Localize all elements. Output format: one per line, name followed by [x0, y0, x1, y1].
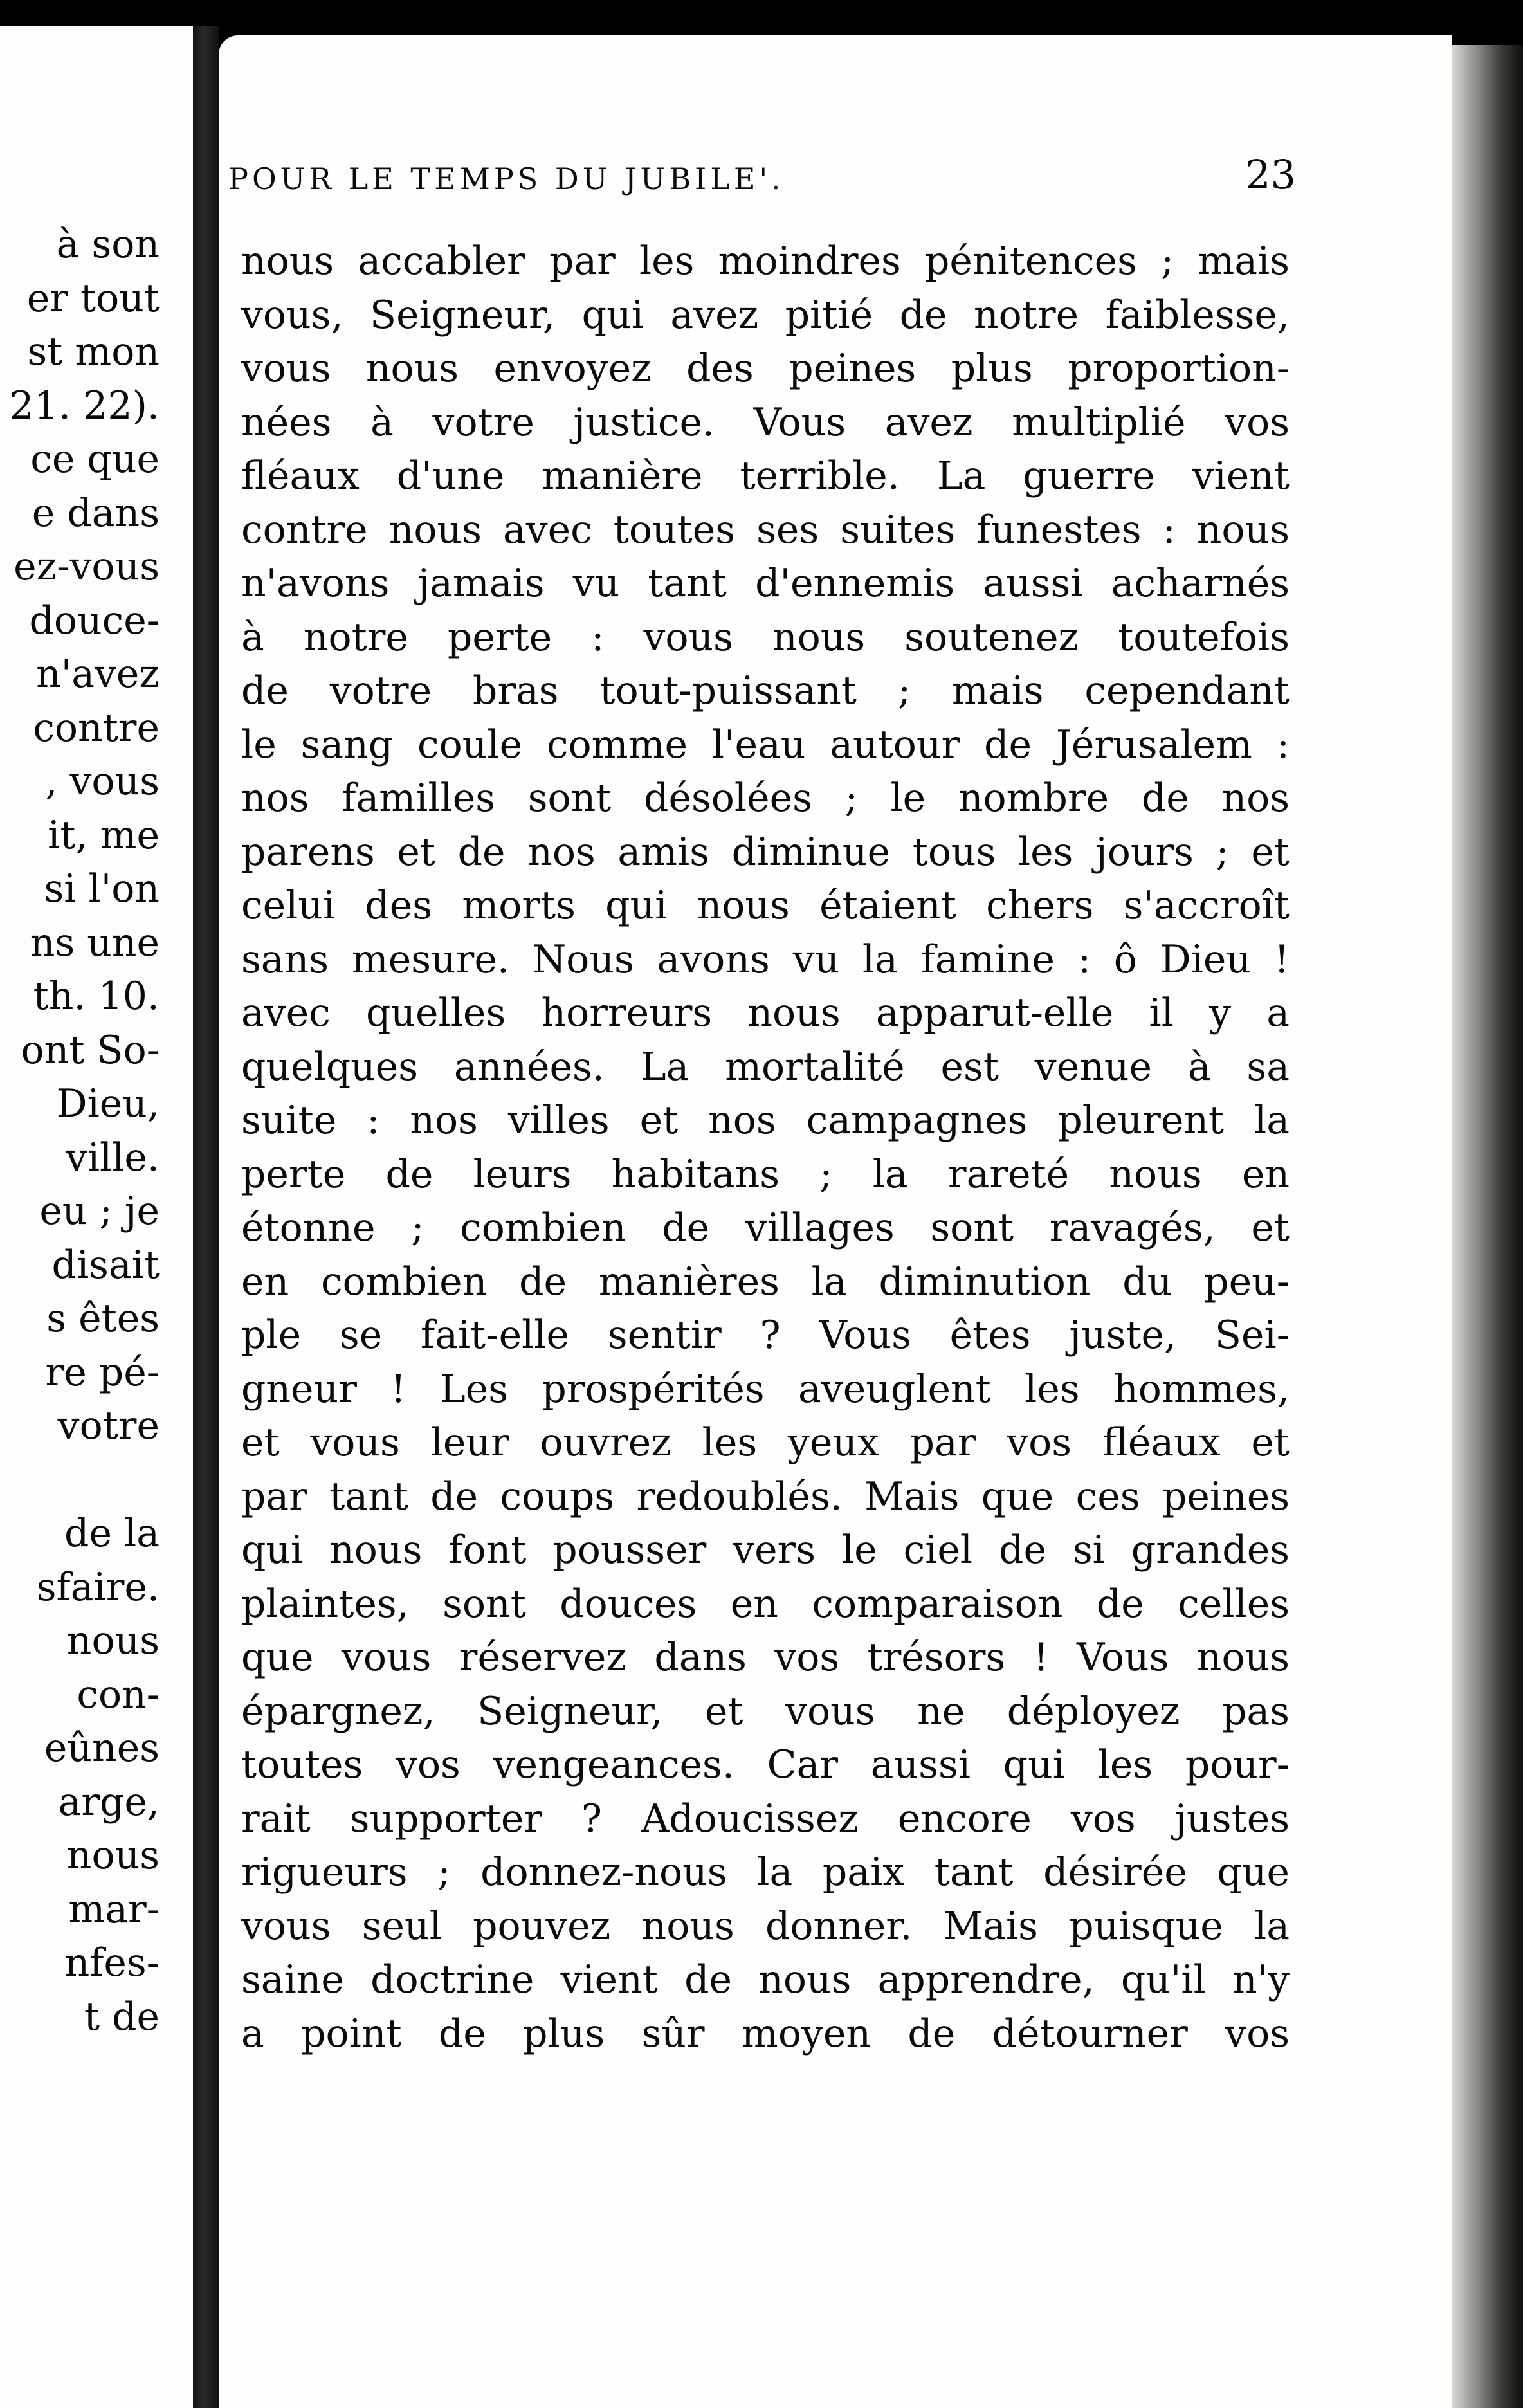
previous-page-line: t de — [84, 1994, 160, 2039]
previous-page-line: ont So- — [21, 1027, 160, 1073]
text-line: et vous leur ouvrez les yeux par vos fléaux et — [241, 1420, 1290, 1465]
previous-page-line: st mon — [27, 329, 160, 374]
previous-page-line: , vous — [45, 759, 160, 804]
previous-page-line: douce- — [29, 597, 160, 643]
text-line: nous accabler par les moindres pénitences ; mais — [241, 239, 1290, 284]
previous-page-line: s êtes — [46, 1296, 160, 1341]
text-line: le sang coule comme l'eau autour de Jérusalem : — [241, 722, 1290, 767]
previous-page-line: th. 10. — [33, 974, 160, 1019]
previous-page-line: à son — [56, 222, 160, 267]
previous-page-line: eu ; je — [39, 1189, 160, 1234]
previous-page-line: sfaire. — [36, 1564, 160, 1610]
previous-page-line: con- — [77, 1672, 160, 1717]
text-line: nos familles sont désolées ; le nombre de nos — [241, 776, 1290, 821]
text-line: étonne ; combien de villages sont ravagés, et — [241, 1205, 1290, 1250]
text-line: qui nous font pousser vers le ciel de si grandes — [241, 1528, 1290, 1573]
text-line: perte de leurs habitans ; la rareté nous en — [241, 1151, 1290, 1197]
text-line: en combien de manières la diminution du peu- — [241, 1259, 1290, 1304]
text-line: avec quelles horreurs nous apparut-elle il y a — [241, 990, 1290, 1035]
text-line: saine doctrine vient de nous apprendre, qu'il n'y — [241, 1957, 1290, 2002]
text-line: épargnez, Seigneur, et vous ne déployez pas — [241, 1688, 1290, 1734]
page-number: 23 — [1245, 151, 1296, 198]
previous-page-line: it, me — [48, 812, 160, 858]
body-text — [241, 235, 1290, 2061]
text-line: celui des morts qui nous étaient chers s'accroît — [241, 883, 1290, 928]
text-line: fléaux d'une manière terrible. La guerre vient — [241, 453, 1290, 498]
text-line: rigueurs ; donnez-nous la paix tant désirée que — [241, 1850, 1290, 1895]
previous-page-line: mar- — [68, 1886, 160, 1932]
text-line: n'avons jamais vu tant d'ennemis aussi acharnés — [241, 561, 1290, 606]
text-line: toutes vos vengeances. Car aussi qui les pour- — [241, 1742, 1290, 1787]
previous-page-line: ce que — [30, 437, 160, 482]
previous-page-line: e dans — [32, 490, 160, 536]
previous-page-line: nfes- — [64, 1940, 160, 1985]
text-line: que vous réservez dans vos trésors ! Vous nous — [241, 1635, 1290, 1680]
text-line: gneur ! Les prospérités aveuglent les hommes, — [241, 1366, 1290, 1412]
text-line: suite : nos villes et nos campagnes pleurent la — [241, 1098, 1290, 1143]
previous-page-line: er tout — [26, 275, 160, 321]
running-head: POUR LE TEMPS DU JUBILE'. — [228, 161, 785, 196]
previous-page-line: n'avez — [36, 652, 160, 697]
previous-page-line: Dieu, — [56, 1081, 160, 1126]
text-line: vous, Seigneur, qui avez pitié de notre faiblesse, — [241, 292, 1290, 338]
previous-page-fragment — [0, 26, 193, 2408]
page-edge-shadow — [1452, 45, 1523, 2408]
text-line: à notre perte : vous nous soutenez toutefois — [241, 614, 1290, 660]
text-line: parens et de nos amis diminue tous les jours ; et — [241, 829, 1290, 875]
previous-page-line: arge, — [58, 1779, 160, 1825]
previous-page-line: nous — [66, 1618, 160, 1663]
text-line: nées à votre justice. Vous avez multiplié vos — [241, 399, 1290, 445]
text-line: rait supporter ? Adoucissez encore vos justes — [241, 1796, 1290, 1841]
previous-page-line: votre — [57, 1403, 160, 1448]
previous-page-line: 21. 22). — [9, 383, 160, 428]
previous-page-line: contre — [33, 705, 160, 751]
previous-page-line: eûnes — [44, 1726, 160, 1771]
text-line: sans mesure. Nous avons vu la famine : ô Dieu ! — [241, 936, 1290, 982]
text-line: vous seul pouvez nous donner. Mais puisque la — [241, 1903, 1290, 1949]
text-line: a point de plus sûr moyen de détourner vos — [241, 2011, 1290, 2056]
previous-page-line: re pé- — [45, 1349, 160, 1395]
previous-page-line: ville. — [65, 1135, 160, 1180]
text-line: ple se fait-elle sentir ? Vous êtes juste, Sei- — [241, 1313, 1290, 1358]
previous-page-line: ns une — [30, 920, 160, 965]
book-gutter — [193, 26, 219, 2408]
previous-page-line: disait — [51, 1242, 160, 1288]
text-line: plaintes, sont douces en comparaison de celles — [241, 1581, 1290, 1627]
previous-page-line: nous — [66, 1833, 160, 1878]
previous-page-line: ez-vous — [14, 544, 160, 589]
text-line: par tant de coups redoublés. Mais que ces peines — [241, 1473, 1290, 1519]
previous-page-line: de la — [64, 1511, 160, 1556]
text-line: quelques années. La mortalité est venue à sa — [241, 1044, 1290, 1090]
text-line: vous nous envoyez des peines plus proportion- — [241, 346, 1290, 391]
previous-page-line: si l'on — [44, 866, 160, 911]
text-line: de votre bras tout-puissant ; mais cependant — [241, 668, 1290, 713]
text-line: contre nous avec toutes ses suites funestes : nous — [241, 507, 1290, 552]
